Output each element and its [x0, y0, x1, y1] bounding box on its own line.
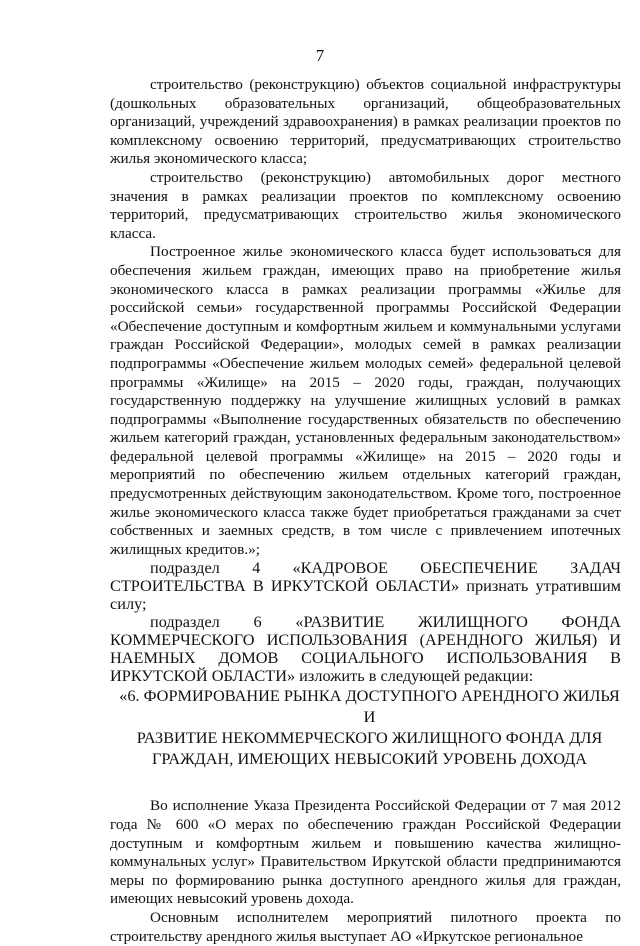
heading-line-2: РАЗВИТИЕ НЕКОММЕРЧЕСКОГО ЖИЛИЩНОГО ФОНДА ДЛЯ [136, 728, 603, 748]
paragraph-decree-600: Во исполнение Указа Президента Российской Федерации от 7 мая 2012 года № 600 «О мерах по обеспечению граждан Российской Федерации доступным и комфортным жильем и повышению качества жилищно-коммунальных услуг» Правительством Иркутской области предпринимаются меры по формированию рынка доступного арендного жилья для граждан, имеющих невысокий уровень дохода. [110, 797, 621, 908]
paragraph-economy-housing: Построенное жилье экономического класса будет использоваться для обеспечения жильем граждан, имеющих право на приобретение жилья экономического класса в рамках реализации программы «Жилье для российской семьи» государственной программы Российской Федерации «Обеспечение доступным и комфортным жильем и коммунальными услугами граждан Российской Федерации», молодых семей в рамках реализации подпрограммы «Обеспечение жильем молодых семей» федеральной целевой программы «Жилище» на 2015 – 2020 годы, граждан, получающих государственную поддержку на улучшение жилищных условий в рамках подпрограммы «Выполнение государственных обязательств по обеспечению жильем категорий граждан, установленных федеральным законодательством» федеральной целевой программы «Жилище» на 2015 – 2020 годы и мероприятий по обеспечению жильем отдельных категорий граждан, предусмотренных действующим законодательством. Кроме того, построенное жилье экономического класса также будет приобретаться гражданами за счет собственных и заемных средств, в том числе с привлечением ипотечных жилищных кредитов.»; [110, 243, 621, 558]
document-body [110, 76, 621, 946]
heading-line-3: ГРАЖДАН, ИМЕЮЩИХ НЕВЫСОКИЙ УРОВЕНЬ ДОХОДА [151, 749, 588, 769]
paragraph-roads: строительство (реконструкцию) автомобильных дорог местного значения в рамках реализации проектов по комплексному освоению территорий, предусматривающих строительство жилья экономического класса. [110, 168, 621, 242]
paragraph-subsection-4: подраздел 4 «КАДРОВОЕ ОБЕСПЕЧЕНИЕ ЗАДАЧ СТРОИТЕЛЬСТВА В ИРКУТСКОЙ ОБЛАСТИ» признать утратившим силу; [110, 558, 621, 614]
paragraph-social-infrastructure: строительство (реконструкцию) объектов социальной инфраструктуры (дошкольных образовательных организаций, общеобразовательных организаций, учреждений здравоохранения) в рамках реализации проектов по комплексному освоению территорий, предусматривающих строительство жилья экономического класса; [110, 76, 621, 168]
section-heading [110, 685, 621, 769]
paragraph-subsection-6: подраздел 6 «РАЗВИТИЕ ЖИЛИЩНОГО ФОНДА КОММЕРЧЕСКОГО ИСПОЛЬЗОВАНИЯ (АРЕНДНОГО ЖИЛЬЯ) И НАЕМНЫХ ДОМОВ СОЦИАЛЬНОГО ИСПОЛЬЗОВАНИЯ В ИРКУТСКОЙ ОБЛАСТИ» изложить в следующей редакции: [110, 612, 621, 686]
heading-spacer [110, 769, 621, 797]
heading-line-1: «6. ФОРМИРОВАНИЕ РЫНКА ДОСТУПНОГО АРЕНДНОГО ЖИЛЬЯ И [119, 686, 620, 727]
paragraph-main-executor: Основным исполнителем мероприятий пилотного проекта по строительству арендного жилья выступает АО «Иркутское региональное [110, 909, 621, 945]
page-number: 7 [315, 46, 325, 65]
